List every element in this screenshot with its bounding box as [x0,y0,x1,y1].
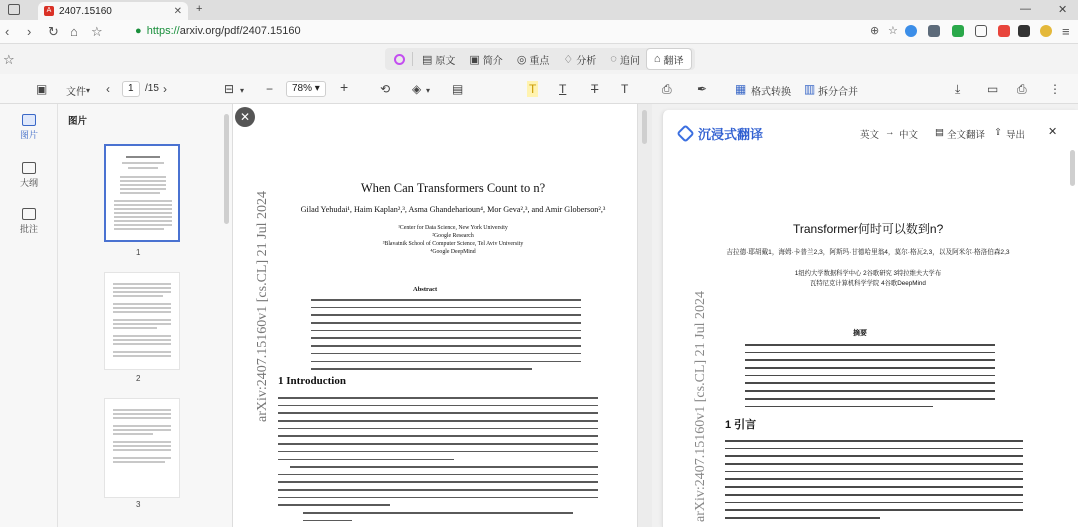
pdf-toolbar [0,74,1078,104]
zoom-value: 78% [292,83,313,94]
tab-original[interactable] [415,49,462,69]
tab-close-icon[interactable]: ✕ [173,5,182,17]
tab-followup[interactable] [603,49,647,69]
intro-body-2 [278,466,598,512]
translation-scrollbar[interactable] [1070,150,1075,186]
thumb-line [113,287,171,289]
zoom-select[interactable]: 78% ▾ [286,81,326,97]
bulb-icon: ♢ [563,53,574,66]
thumb-line [114,216,172,218]
tab-analysis[interactable] [556,49,603,69]
translated-document [663,154,1078,527]
split-merge-button[interactable]: 拆分合并 [818,87,858,98]
translator-brand [679,124,763,143]
back-icon[interactable]: ‹ [5,24,10,39]
translated-section-heading: 1 引言 [725,419,757,431]
rail-images[interactable] [0,114,58,141]
thumb-line [113,335,171,337]
thumb-line [126,156,160,158]
bookmark-star-icon[interactable]: ☆ [91,24,103,39]
format-convert-button[interactable]: 格式转换 [751,87,791,98]
translated-abstract-heading: 摘要 [853,330,867,337]
forward-icon[interactable]: › [27,24,32,39]
pdf-scrollbar[interactable] [642,110,647,144]
translated-affiliation-2: 瓦特尼克计算机科学学院 4谷歌DeepMind [810,280,926,287]
thumb-line [113,433,153,435]
extension-red-icon[interactable] [998,25,1010,37]
translation-panel [662,110,1078,527]
translated-abstract-body [745,344,995,413]
thumb-line [113,327,157,329]
print-icon[interactable]: ⎙ [1017,82,1027,96]
extension-shield-icon[interactable] [928,25,940,37]
fill-color-icon[interactable]: ◈ [412,82,422,96]
thumb-line [120,176,166,178]
star-icon[interactable]: ☆ [888,25,898,37]
minimize-icon[interactable]: — [1020,3,1031,15]
thumb-line [113,457,171,459]
affiliation-4: ⁴Google DeepMind [430,249,476,255]
pdf-viewer [232,104,652,527]
translated-title: Transformer何时可以数到n? [793,222,944,236]
translated-authors: 吉拉德·耶胡戴1，海姆·卡普兰2,3，阿斯玛·甘德哈里翁4，莫尔·格瓦2,3，以及阿米尔·格洛伯森2,3 [726,249,1010,256]
browser-tab[interactable] [38,2,188,20]
tab-followup-label: 追问 [619,55,640,67]
left-rail [0,104,58,527]
language-arrow: → [885,127,895,138]
text-box-icon[interactable]: T [621,82,629,96]
close-panel-icon[interactable]: ✕ [1048,126,1058,138]
tab-highlights-label: 重点 [529,55,550,67]
panel-title: 图片 [68,116,88,127]
thumb-line [114,204,172,206]
extension-box-icon[interactable] [975,25,987,37]
affiliation-2: ²Google Research [432,233,474,239]
chrome-icon[interactable] [1040,25,1052,37]
paper-title: When Can Transformers Count to n? [360,181,546,195]
zoom-page-icon[interactable]: ⊕ [870,25,880,37]
highlight-text-icon[interactable]: T [529,82,537,96]
export-button[interactable]: 导出 [1006,130,1026,141]
browser-tab-bar [0,0,1078,20]
thumbnail-label-1: 1 [136,248,141,257]
note-icon[interactable]: ▤ [452,82,464,96]
extension-green-icon[interactable] [952,25,964,37]
thumb-line [113,409,171,411]
chat-icon: ◌ [610,53,617,65]
thumb-line [113,343,171,345]
sidebar-toggle-icon[interactable] [8,4,20,15]
page-thumbnail-2[interactable] [104,272,180,370]
tab-translate[interactable] [647,49,691,69]
export-icon[interactable]: ⇪ [994,127,1002,138]
tab-translate-label: 翻译 [663,55,684,67]
thumb-line [114,228,164,230]
extension-dark-icon[interactable] [1018,25,1030,37]
save-icon[interactable]: ▭ [987,82,999,96]
pdf-page [232,104,638,527]
thumb-line [114,200,172,202]
favorite-star-icon[interactable]: ☆ [3,52,15,67]
home-icon[interactable]: ⌂ [70,24,78,39]
translator-brand-label: 沉浸式翻译 [698,127,764,142]
thumb-line [120,184,166,186]
prev-page-icon[interactable]: ‹ [106,82,110,96]
app-toolbar [385,48,695,70]
url-text: arxiv.org/pdf/2407.15160 [179,25,301,37]
thumbnail-label-3: 3 [136,500,141,509]
strikethrough-text-icon[interactable]: T [591,82,599,96]
download-icon[interactable]: ⤓ [955,82,961,96]
zoom-out-icon[interactable]: − [266,82,274,96]
ai-logo-icon[interactable] [389,49,410,69]
tab-title: 2407.15160 [59,5,112,17]
thumb-line [114,212,172,214]
tab-original-label: 原文 [435,55,456,67]
address-bar [0,20,1078,44]
source-language-select[interactable]: 英文 [860,130,880,141]
app-toolbar-row [0,44,1078,74]
page-number-input[interactable]: 1 [122,81,140,97]
url-field[interactable] [135,25,301,37]
thumb-line [113,319,171,321]
thumb-line [120,180,166,182]
thumbnail-label-2: 2 [136,374,141,383]
thumb-line [114,220,172,222]
fill-chevron-icon[interactable]: ▾ [426,86,431,95]
thumb-line [113,339,171,341]
panel-toggle-icon[interactable]: ▣ [36,82,48,96]
file-menu[interactable]: 文件 [66,87,86,98]
paper-authors: Gilad Yehudai¹, Haim Kaplan²,³, Asma Ghandeharioun⁴, Mor Geva²,³, and Amir Globerson²,³ [300,205,606,214]
thumb-line [113,355,171,357]
url-protocol: https:// [146,25,180,37]
thumb-line [114,224,172,226]
thumb-line [113,307,171,309]
tab-summary-label: 简介 [482,55,503,67]
thumb-line [113,283,171,285]
close-window-icon[interactable]: ✕ [1058,4,1068,16]
thumb-line [113,351,171,353]
thumb-line [113,413,171,415]
thumb-line [113,429,171,431]
outline-icon [22,162,36,174]
pdf-favicon-icon: A [44,6,54,16]
rail-comments-label: 批注 [19,224,38,234]
translated-intro-body [725,440,1023,525]
image-icon [22,114,36,126]
thumb-line [113,445,171,447]
section-heading: 1 Introduction [278,375,346,387]
thumb-line [113,323,171,325]
thumb-line [120,188,166,190]
tab-analysis-label: 分析 [576,55,597,67]
close-pdf-icon[interactable]: ✕ [235,107,255,127]
thumb-line [114,208,172,210]
page-thumbnail-1[interactable] [104,144,180,242]
info-icon: ▣ [469,53,480,66]
translated-arxiv-identifier: arXiv:2407.15160v1 [cs.CL] 21 Jul 2024 [693,291,708,522]
page-thumbnail-3[interactable] [104,398,180,498]
thumb-line [113,291,171,293]
rail-outline-label: 大纲 [19,178,38,188]
menu-icon[interactable]: ≡ [1062,24,1070,39]
more-icon[interactable]: ⋮ [1049,82,1061,96]
tab-highlights[interactable] [510,49,557,69]
thumb-line [113,417,171,419]
thumb-line [113,461,165,463]
document-icon: ▤ [422,53,433,66]
target-language-select[interactable]: 中文 [899,130,919,141]
fit-width-icon[interactable]: ⊟ [224,82,235,96]
translate-icon: ⌂ [653,53,661,65]
reload-icon[interactable]: ↻ [48,24,59,39]
new-tab-icon[interactable]: + [196,3,203,15]
target-icon: ◎ [516,53,527,66]
stamp-icon[interactable]: ⎙ [662,82,672,96]
abstract-body [311,299,581,376]
tab-summary[interactable] [462,49,509,69]
thumb-line [113,441,171,443]
example-text [303,512,573,527]
thumb-line [113,303,171,305]
thumbnail-panel [58,104,232,527]
abstract-heading: Abstract [413,286,438,293]
extension-globe-icon[interactable] [905,25,917,37]
next-page-icon[interactable]: › [163,82,167,96]
affiliation-3: ³Blavatnik School of Computer Science, Tel Aviv University [382,241,524,247]
file-menu-chevron-icon[interactable]: ▾ [86,86,91,95]
intro-body [278,397,598,466]
affiliation-1: ¹Center for Data Science, New York University [398,225,508,231]
rail-outline[interactable] [0,162,58,189]
thumb-line [113,449,171,451]
full-translate-button[interactable]: 全文翻译 [947,130,986,141]
toolbar-divider [412,52,413,66]
translated-affiliation-1: 1纽约大学数据科学中心 2谷歌研究 3特拉维夫大学布 [794,270,942,277]
thumb-line [120,192,160,194]
immersive-translate-logo-icon [676,124,694,142]
thumbnail-scrollbar[interactable] [224,114,229,224]
thumb-line [128,167,158,169]
convert-icon[interactable]: ▦ [735,82,747,96]
secure-lock-icon: ● [135,25,142,37]
underline-text-icon[interactable]: T [559,82,567,96]
rotate-icon[interactable]: ⟲ [380,82,391,96]
rail-images-label: 图片 [19,130,38,140]
fit-chevron-icon[interactable]: ▾ [240,86,245,95]
split-icon[interactable]: ▥ [804,82,816,96]
signature-icon[interactable]: ✒ [697,82,708,96]
page-total: /15 [145,83,159,94]
thumb-line [113,311,171,313]
zoom-in-icon[interactable]: + [340,79,349,95]
thumb-line [113,425,171,427]
thumb-line [113,295,163,297]
arxiv-identifier: arXiv:2407.15160v1 [cs.CL] 21 Jul 2024 [255,191,270,422]
thumb-line [122,162,164,164]
full-translate-icon[interactable]: ▤ [935,127,944,138]
rail-comments[interactable] [0,208,58,235]
comment-icon [22,208,36,220]
